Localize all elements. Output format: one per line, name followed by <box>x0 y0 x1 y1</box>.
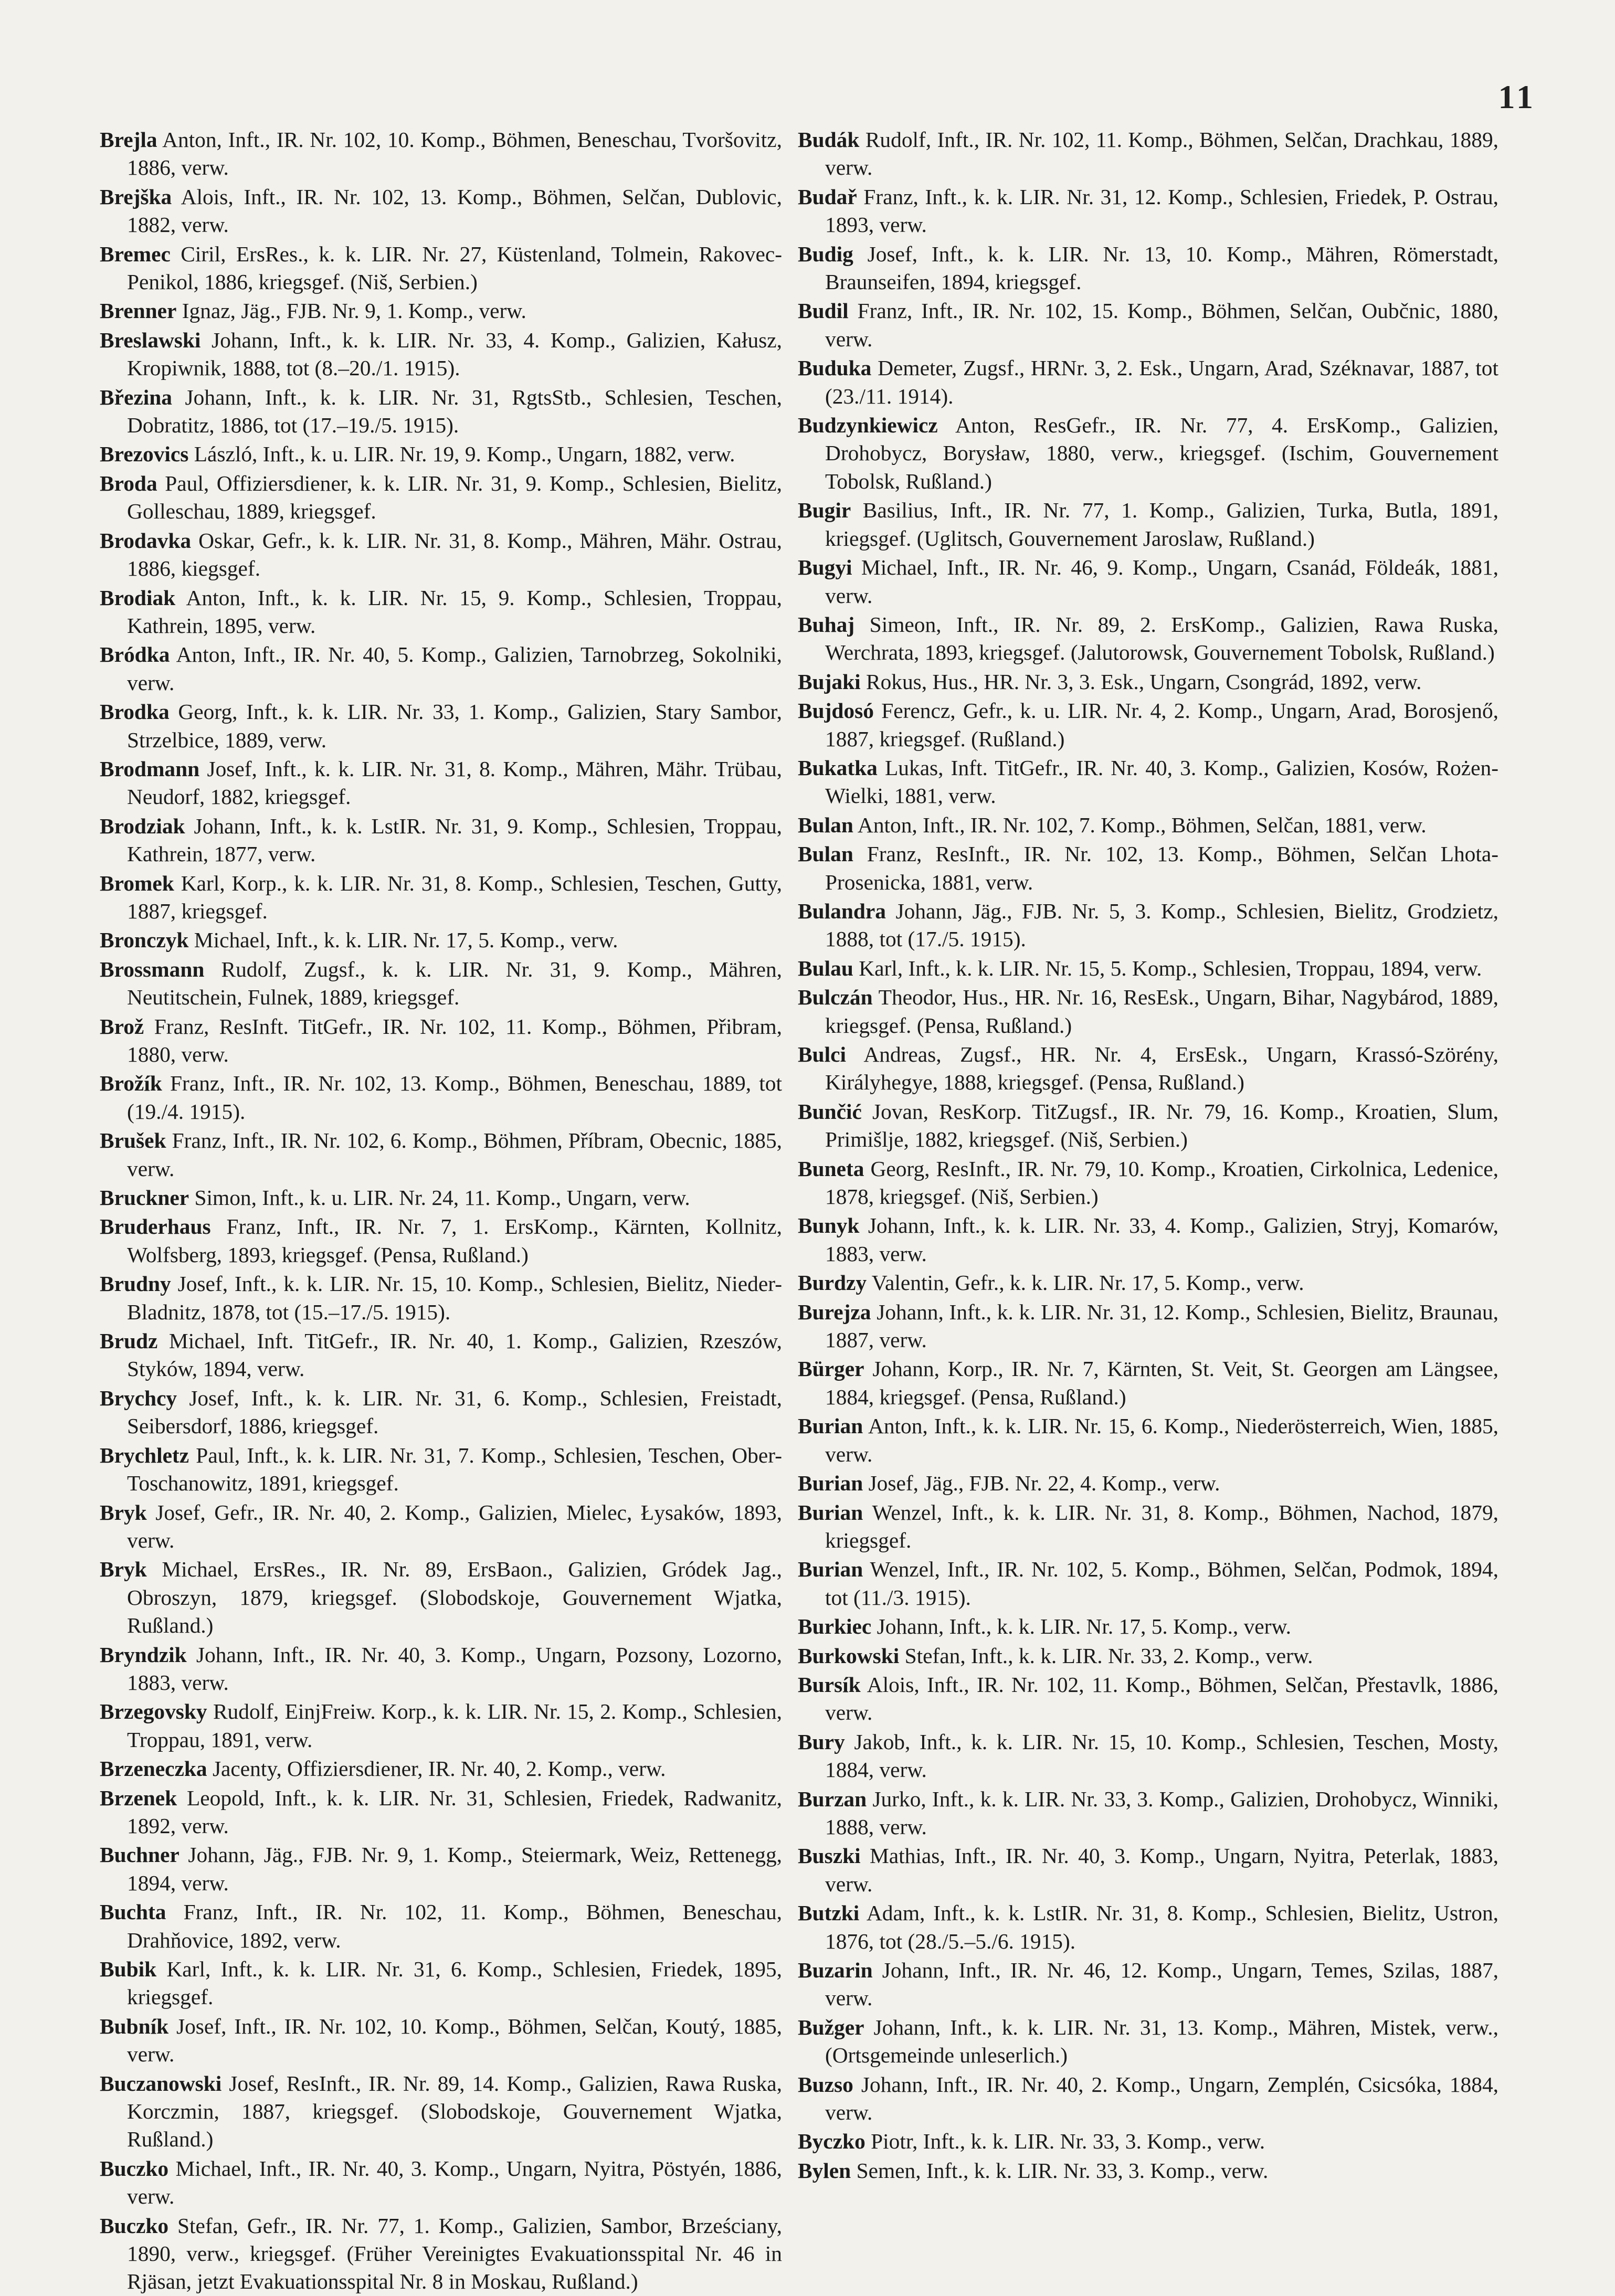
entry-details: Simeon, Inft., IR. Nr. 89, 2. ErsKomp., Galizien, Rawa Ruska, Werchrata, 1893, kriegsgef. (Jalutorowsk, Gouvernement Tobolsk, Rußland.) <box>825 612 1498 665</box>
entry-details: Stefan, Inft., k. k. LIR. Nr. 33, 2. Komp., verw. <box>904 1643 1313 1668</box>
entry-details: László, Inft., k. u. LIR. Nr. 19, 9. Komp., Ungarn, 1882, verw. <box>194 442 735 467</box>
entry-name: Butzki <box>798 1901 860 1925</box>
entry-details: Anton, Inft., IR. Nr. 102, 10. Komp., Böhmen, Beneschau, Tvoršovitz, 1886, verw. <box>127 128 782 180</box>
list-item <box>798 1499 1498 1555</box>
entry-details: Theodor, Hus., HR. Nr. 16, ResEsk., Ungarn, Bihar, Nagybárod, 1889, kriegsgef. (Pensa, Rußland.) <box>825 985 1498 1038</box>
entry-name: Brejla <box>100 128 157 152</box>
entry-details: Rudolf, Zugsf., k. k. LIR. Nr. 31, 9. Komp., Mähren, Neutitschein, Fulnek, 1889, kriegsgef. <box>127 957 782 1010</box>
entry-details: Johann, Inft., IR. Nr. 46, 12. Komp., Ungarn, Temes, Szilas, 1887, verw. <box>825 1958 1498 2011</box>
entry-details: Basilius, Inft., IR. Nr. 77, 1. Komp., Galizien, Turka, Butla, 1891, kriegsgef. (Uglitsch, Gouvernement Jaroslaw, Rußland.) <box>825 498 1498 551</box>
entry-name: Brzenek <box>100 1785 177 1810</box>
entry-name: Bryk <box>100 1557 147 1582</box>
entry-details: Josef, Jäg., FJB. Nr. 22, 4. Komp., verw. <box>868 1471 1220 1496</box>
entry-name: Brenner <box>100 299 177 323</box>
entry-name: Buczanowski <box>100 2071 222 2096</box>
entry-details: Anton, Inft., k. k. LIR. Nr. 15, 6. Komp., Niederösterreich, Wien, 1885, verw. <box>825 1414 1498 1466</box>
entry-details: Ferencz, Gefr., k. u. LIR. Nr. 4, 2. Komp., Ungarn, Arad, Borosjenő, 1887, kriegsgef. (Rußland.) <box>825 699 1498 751</box>
entry-details: Michael, Inft., k. k. LIR. Nr. 17, 5. Komp., verw. <box>194 928 618 953</box>
list-item <box>100 1184 782 1212</box>
entry-name: Budák <box>798 128 860 152</box>
list-item <box>798 2128 1498 2155</box>
list-item <box>100 1127 782 1183</box>
list-item <box>100 1698 782 1754</box>
list-item <box>100 2212 782 2296</box>
entry-details: Josef, ResInft., IR. Nr. 89, 14. Komp., Galizien, Rawa Ruska, Korczmin, 1887, kriegsgef. (Slobodskoje, Gouvernement Wjatka, Rußland.) <box>127 2071 782 2152</box>
list-item <box>798 240 1498 297</box>
list-item <box>100 1755 782 1783</box>
entry-name: Burkowski <box>798 1643 900 1668</box>
entry-name: Bužger <box>798 2015 864 2039</box>
entry-name: Brossmann <box>100 957 205 981</box>
list-item <box>798 183 1498 239</box>
list-item <box>798 1469 1498 1497</box>
list-item <box>798 1355 1498 1411</box>
entry-details: Johann, Inft., k. k. LIR. Nr. 17, 5. Komp., verw. <box>877 1614 1292 1639</box>
entry-name: Brychcy <box>100 1385 177 1410</box>
page-number: 11 <box>1498 78 1536 115</box>
entry-name: Budig <box>798 241 853 266</box>
entry-name: Bryndzik <box>100 1642 187 1667</box>
entry-details: Johann, Inft., k. k. LstIR. Nr. 31, 9. Komp., Schlesien, Troppau, Kathrein, 1877, verw. <box>127 813 782 866</box>
entry-details: Georg, Inft., k. k. LIR. Nr. 33, 1. Komp., Galizien, Stary Sambor, Strzelbice, 1889, verw. <box>127 700 782 752</box>
entry-name: Bujaki <box>798 669 861 694</box>
list-item <box>798 2157 1498 2185</box>
entry-details: Johann, Jäg., FJB. Nr. 5, 3. Komp., Schlesien, Bielitz, Grodzietz, 1888, tot (17./5. 1915). <box>825 898 1498 951</box>
list-item <box>798 1728 1498 1784</box>
entry-name: Buczko <box>100 2213 169 2238</box>
entry-name: Budil <box>798 299 849 323</box>
list-item <box>100 2013 782 2069</box>
entry-details: Georg, ResInft., IR. Nr. 79, 10. Komp., Kroatien, Cirkolnica, Ledenice, 1878, kriegsgef. (Niš, Serbien.) <box>825 1156 1498 1209</box>
list-item <box>798 354 1498 410</box>
entry-name: Bulci <box>798 1042 846 1066</box>
entry-name: Bródka <box>100 642 170 667</box>
list-item <box>798 697 1498 753</box>
list-item <box>100 1955 782 2012</box>
entry-name: Bulczán <box>798 985 873 1010</box>
entry-details: Franz, Inft., IR. Nr. 102, 6. Komp., Böhmen, Příbram, Obecnic, 1885, verw. <box>127 1128 782 1181</box>
list-item <box>798 1212 1498 1268</box>
entry-name: Bugir <box>798 498 851 523</box>
entry-details: Franz, Inft., IR. Nr. 102, 15. Komp., Böhmen, Selčan, Oubčnic, 1880, verw. <box>825 299 1498 351</box>
list-item <box>798 2071 1498 2127</box>
entry-name: Buszki <box>798 1844 861 1868</box>
entry-details: Anton, Inft., IR. Nr. 102, 7. Komp., Böhmen, Selčan, 1881, verw. <box>857 812 1427 837</box>
entry-name: Brodziak <box>100 813 185 838</box>
list-item <box>100 2070 782 2154</box>
entry-details: Valentin, Gefr., k. k. LIR. Nr. 17, 5. Komp., verw. <box>871 1271 1304 1295</box>
list-item <box>100 326 782 383</box>
entry-details: Josef, Inft., k. k. LIR. Nr. 15, 10. Komp., Schlesien, Bielitz, Nieder-Bladnitz, 1878, tot (15.–17./5. 1915). <box>127 1272 782 1324</box>
entry-details: Johann, Korp., IR. Nr. 7, Kärnten, St. Veit, St. Georgen am Längsee, 1884, kriegsgef. (Pensa, Rußland.) <box>825 1357 1498 1409</box>
list-item <box>100 1384 782 1441</box>
list-item <box>100 1784 782 1840</box>
entry-name: Burian <box>798 1414 863 1438</box>
list-item <box>100 926 782 954</box>
entry-details: Rudolf, Inft., IR. Nr. 102, 11. Komp., Böhmen, Selčan, Drachkau, 1889, verw. <box>825 128 1498 180</box>
list-item <box>100 527 782 583</box>
entry-details: Jovan, ResKorp. TitZugsf., IR. Nr. 79, 16. Komp., Kroatien, Slum, Primišlje, 1882, kriegsgef. (Niš, Serbien.) <box>825 1099 1498 1152</box>
list-item <box>798 983 1498 1040</box>
entry-name: Broda <box>100 471 157 495</box>
entry-details: Michael, Inft. TitGefr., IR. Nr. 40, 1. Komp., Galizien, Rzeszów, Styków, 1894, verw. <box>127 1329 782 1381</box>
entry-details: Rudolf, EinjFreiw. Korp., k. k. LIR. Nr. 15, 2. Komp., Schlesien, Troppau, 1891, verw. <box>127 1699 782 1752</box>
list-item <box>100 1270 782 1326</box>
entry-details: Johann, Jäg., FJB. Nr. 9, 1. Komp., Steiermark, Weiz, Rettenegg, 1894, verw. <box>127 1843 782 1895</box>
list-item <box>798 1899 1498 1955</box>
entry-name: Brodmann <box>100 756 200 781</box>
entry-name: Bulan <box>798 842 853 866</box>
list-item <box>798 840 1498 896</box>
entry-details: Anton, Inft., k. k. LIR. Nr. 15, 9. Komp., Schlesien, Troppau, Kathrein, 1895, verw. <box>127 585 782 638</box>
entry-details: Rokus, Hus., HR. Nr. 3, 3. Esk., Ungarn, Csongrád, 1892, verw. <box>865 669 1422 694</box>
list-item <box>100 1013 782 1069</box>
entry-details: Ignaz, Jäg., FJB. Nr. 9, 1. Komp., verw. <box>182 299 526 323</box>
entry-details: Karl, Inft., k. k. LIR. Nr. 31, 6. Komp., Schlesien, Friedek, 1895, kriegsgef. <box>127 1957 782 2009</box>
list-item <box>798 1098 1498 1154</box>
list-item <box>798 1642 1498 1670</box>
entry-name: Buneta <box>798 1156 864 1181</box>
list-item <box>798 611 1498 667</box>
list-item <box>798 1041 1498 1097</box>
list-item <box>100 183 782 239</box>
entry-details: Johann, Inft., k. k. LIR. Nr. 33, 4. Komp., Galizien, Kałusz, Kropiwnik, 1888, tot (8.–20./1. 1915). <box>127 327 782 380</box>
entry-details: Josef, Inft., k. k. LIR. Nr. 31, 8. Komp., Mähren, Mähr. Trübau, Neudorf, 1882, kriegsgef. <box>127 756 782 809</box>
list-item <box>798 1842 1498 1898</box>
entry-details: Franz, ResInft. TitGefr., IR. Nr. 102, 11. Komp., Böhmen, Přibram, 1880, verw. <box>127 1014 782 1066</box>
entry-name: Burdzy <box>798 1271 867 1295</box>
list-item <box>100 1641 782 1697</box>
entry-details: Michael, ErsRes., IR. Nr. 89, ErsBaon., Galizien, Gródek Jag., Obroszyn, 1879, kriegsgef. (Slobodskoje, Gouvernement Wjatka, Rußland.) <box>127 1557 782 1638</box>
entry-details: Anton, ResGefr., IR. Nr. 77, 4. ErsKomp., Galizien, Drohobycz, Borysław, 1880, verw., kriegsgef. (Ischim, Gouvernement Tobolsk, Rußland.) <box>825 413 1498 493</box>
list-item <box>100 297 782 325</box>
entry-name: Brezovics <box>100 442 189 467</box>
entry-details: Jurko, Inft., k. k. LIR. Nr. 33, 3. Komp., Galizien, Drohobycz, Winniki, 1888, verw. <box>825 1786 1498 1839</box>
entry-name: Brušek <box>100 1128 166 1153</box>
entry-name: Buzarin <box>798 1958 873 1982</box>
entry-details: Josef, Inft., IR. Nr. 102, 10. Komp., Böhmen, Selčan, Koutý, 1885, verw. <box>127 2014 782 2067</box>
entry-name: Bury <box>798 1729 845 1754</box>
list-item <box>100 870 782 926</box>
entry-details: Franz, Inft., IR. Nr. 7, 1. ErsKomp., Kärnten, Kollnitz, Wolfsberg, 1893, kriegsgef. (Pensa, Rußland.) <box>127 1214 782 1267</box>
list-item <box>100 1556 782 1639</box>
list-item <box>798 1956 1498 2013</box>
entry-details: Johann, Inft., k. k. LIR. Nr. 31, RgtsStb., Schlesien, Teschen, Dobratitz, 1886, tot (17.–19./5. 1915). <box>127 385 782 438</box>
entry-name: Buzso <box>798 2072 853 2097</box>
list-item <box>798 297 1498 353</box>
entry-name: Bursík <box>798 1672 861 1697</box>
list-item <box>798 411 1498 495</box>
entry-details: Simon, Inft., k. u. LIR. Nr. 24, 11. Komp., Ungarn, verw. <box>194 1186 690 1210</box>
entry-name: Burkiec <box>798 1614 872 1639</box>
entry-details: Semen, Inft., k. k. LIR. Nr. 33, 3. Komp., verw. <box>856 2158 1269 2183</box>
entry-name: Březina <box>100 385 172 409</box>
entry-details: Johann, Inft., k. k. LIR. Nr. 31, 13. Komp., Mähren, Mistek, verw., (Ortsgemeinde unleserlich.) <box>825 2015 1498 2068</box>
list-item <box>100 1327 782 1383</box>
list-item <box>798 1613 1498 1641</box>
entry-name: Bryk <box>100 1500 147 1525</box>
entry-name: Brodavka <box>100 528 192 553</box>
list-item <box>100 1841 782 1897</box>
entry-name: Brzegovsky <box>100 1699 207 1724</box>
entry-name: Bruderhaus <box>100 1214 211 1239</box>
entry-details: Josef, Gefr., IR. Nr. 40, 2. Komp., Galizien, Mielec, Łysaków, 1893, verw. <box>127 1500 782 1552</box>
entry-details: Stefan, Gefr., IR. Nr. 77, 1. Komp., Galizien, Sambor, Brześciany, 1890, verw., kriegsgef. (Früher Vereinigtes Evakuationsspital Nr. 46 in Rjäsan, jetzt Evakuationsspital Nr. 8 in Moskau, Rußland.) <box>127 2213 782 2294</box>
entry-details: Paul, Offiziersdiener, k. k. LIR. Nr. 31, 9. Komp., Schlesien, Bielitz, Golleschau, 1889, kriegsgef. <box>127 471 782 524</box>
entry-name: Buchner <box>100 1843 180 1867</box>
list-item <box>798 897 1498 954</box>
entry-details: Franz, Inft., IR. Nr. 102, 11. Komp., Böhmen, Beneschau, Drahňovice, 1892, verw. <box>127 1900 782 1952</box>
entry-details: Piotr, Inft., k. k. LIR. Nr. 33, 3. Komp., verw. <box>871 2129 1265 2154</box>
entry-name: Buchta <box>100 1900 166 1924</box>
entry-name: Brejška <box>100 184 172 209</box>
entry-details: Franz, ResInft., IR. Nr. 102, 13. Komp., Böhmen, Selčan Lhota-Prosenicka, 1881, verw. <box>825 842 1499 894</box>
list-item <box>100 698 782 754</box>
entry-name: Brožík <box>100 1071 162 1096</box>
entry-name: Bunyk <box>798 1213 860 1238</box>
entry-name: Bukatka <box>798 755 878 780</box>
entry-details: Demeter, Zugsf., HRNr. 3, 2. Esk., Ungarn, Arad, Széknavar, 1887, tot (23./11. 1914). <box>825 356 1498 408</box>
entry-details: Michael, Inft., IR. Nr. 46, 9. Komp., Ungarn, Csanád, Földeák, 1881, verw. <box>825 555 1498 608</box>
entry-name: Bubník <box>100 2014 169 2038</box>
list-item <box>100 755 782 811</box>
entry-details: Oskar, Gefr., k. k. LIR. Nr. 31, 8. Komp., Mähren, Mähr. Ostrau, 1886, kiegsgef. <box>127 528 782 581</box>
list-item <box>100 1070 782 1126</box>
entry-details: Lukas, Inft. TitGefr., IR. Nr. 40, 3. Komp., Galizien, Kosów, Rożen-Wielki, 1881, verw. <box>825 755 1498 808</box>
entry-name: Burian <box>798 1500 863 1525</box>
list-item <box>100 470 782 526</box>
entry-details: Alois, Inft., IR. Nr. 102, 13. Komp., Böhmen, Selčan, Dublovic, 1882, verw. <box>127 184 782 237</box>
list-item <box>798 1298 1498 1355</box>
entry-name: Burzan <box>798 1786 867 1811</box>
entry-details: Johann, Inft., IR. Nr. 40, 2. Komp., Ungarn, Zemplén, Csicsóka, 1884, verw. <box>825 2072 1498 2125</box>
entry-name: Budař <box>798 184 857 209</box>
entry-name: Byczko <box>798 2129 865 2154</box>
entry-details: Anton, Inft., IR. Nr. 40, 5. Komp., Galizien, Tarnobrzeg, Sokolniki, verw. <box>127 642 782 695</box>
list-item <box>100 440 782 468</box>
entry-details: Josef, Inft., k. k. LIR. Nr. 31, 6. Komp., Schlesien, Freistadt, Seibersdorf, 1886, kriegsgef. <box>127 1385 782 1438</box>
list-item <box>798 668 1498 696</box>
entry-details: Karl, Inft., k. k. LIR. Nr. 15, 5. Komp., Schlesien, Troppau, 1894, verw. <box>859 956 1482 980</box>
list-item <box>100 384 782 440</box>
entry-name: Brychletz <box>100 1443 189 1467</box>
entry-details: Wenzel, Inft., k. k. LIR. Nr. 31, 8. Komp., Böhmen, Nachod, 1879, kriegsgef. <box>825 1500 1498 1552</box>
entry-name: Bujdosó <box>798 699 874 723</box>
list-item <box>100 1898 782 1954</box>
list-item <box>100 956 782 1012</box>
list-item <box>798 496 1498 553</box>
entry-name: Breslawski <box>100 327 201 352</box>
list-item <box>798 554 1498 610</box>
entry-details: Mathias, Inft., IR. Nr. 40, 3. Komp., Ungarn, Nyitra, Peterlak, 1883, verw. <box>825 1844 1498 1896</box>
list-item <box>100 584 782 640</box>
entry-details: Wenzel, Inft., IR. Nr. 102, 5. Komp., Böhmen, Selčan, Podmok, 1894, tot (11./3. 1915). <box>825 1557 1498 1610</box>
list-item <box>798 754 1498 810</box>
entry-name: Burejza <box>798 1299 871 1324</box>
list-item <box>100 240 782 297</box>
list-item <box>798 1155 1498 1211</box>
entry-name: Bubik <box>100 1957 157 1981</box>
list-item <box>798 955 1498 982</box>
list-item <box>798 811 1498 839</box>
entry-details: Jacenty, Offiziersdiener, IR. Nr. 40, 2. Komp., verw. <box>212 1757 666 1781</box>
entry-details: Johann, Inft., IR. Nr. 40, 3. Komp., Ungarn, Pozsony, Lozorno, 1883, verw. <box>127 1642 782 1695</box>
list-item <box>798 1785 1498 1842</box>
entry-name: Bromek <box>100 871 174 895</box>
entry-details: Ciril, ErsRes., k. k. LIR. Nr. 27, Küstenland, Tolmein, Rakovec-Penikol, 1886, kriegsgef. (Niš, Serbien.) <box>127 241 782 294</box>
entry-details: Paul, Inft., k. k. LIR. Nr. 31, 7. Komp., Schlesien, Teschen, Ober-Toschanowitz, 1891, kriegsgef. <box>127 1443 782 1496</box>
list-item <box>100 812 782 869</box>
entry-details: Josef, Inft., k. k. LIR. Nr. 13, 10. Komp., Mähren, Römerstadt, Braunseifen, 1894, kriegsgef. <box>825 241 1498 294</box>
entry-details: Franz, Inft., k. k. LIR. Nr. 31, 12. Komp., Schlesien, Friedek, P. Ostrau, 1893, verw. <box>825 184 1498 237</box>
entry-name: Bugyi <box>798 555 852 580</box>
entry-details: Franz, Inft., IR. Nr. 102, 13. Komp., Böhmen, Beneschau, 1889, tot (19./4. 1915). <box>127 1071 782 1124</box>
list-item <box>798 1556 1498 1612</box>
entry-details: Karl, Korp., k. k. LIR. Nr. 31, 8. Komp., Schlesien, Teschen, Gutty, 1887, kriegsgef. <box>127 871 782 923</box>
entry-name: Burian <box>798 1471 863 1496</box>
entry-details: Adam, Inft., k. k. LstIR. Nr. 31, 8. Komp., Schlesien, Bielitz, Ustron, 1876, tot (28./5.–5./6. 1915). <box>825 1901 1498 1953</box>
entry-name: Brudny <box>100 1272 171 1296</box>
entry-name: Bulan <box>798 812 853 837</box>
list-item <box>100 1213 782 1269</box>
entry-name: Buhaj <box>798 612 855 637</box>
list-item <box>798 1269 1498 1297</box>
entry-name: Bronczyk <box>100 928 189 953</box>
entry-name: Bremec <box>100 241 171 266</box>
right-column <box>798 126 1499 2183</box>
entry-name: Bunčić <box>798 1099 862 1124</box>
list-item <box>798 1671 1498 1727</box>
entry-name: Bulau <box>798 956 853 980</box>
entry-name: Buduka <box>798 356 872 380</box>
entry-details: Andreas, Zugsf., HR. Nr. 4, ErsEsk., Ungarn, Krassó-Szörény, Királyhegye, 1888, kriegsgef. (Pensa, Rußland.) <box>825 1042 1498 1095</box>
entry-name: Burian <box>798 1557 863 1582</box>
list-item <box>100 2155 782 2211</box>
list-item <box>100 1442 782 1498</box>
entry-name: Brodiak <box>100 585 176 610</box>
entry-name: Brodka <box>100 700 170 724</box>
entry-details: Johann, Inft., k. k. LIR. Nr. 31, 12. Komp., Schlesien, Bielitz, Braunau, 1887, verw. <box>825 1299 1498 1352</box>
entry-details: Michael, Inft., IR. Nr. 40, 3. Komp., Ungarn, Nyitra, Pöstyén, 1886, verw. <box>127 2156 782 2209</box>
list-item <box>798 1412 1498 1468</box>
entry-name: Brzeneczka <box>100 1757 207 1781</box>
entry-details: Leopold, Inft., k. k. LIR. Nr. 31, Schlesien, Friedek, Radwanitz, 1892, verw. <box>127 1785 782 1838</box>
left-column <box>100 126 782 2294</box>
list-item <box>100 126 782 182</box>
entry-details: Johann, Inft., k. k. LIR. Nr. 33, 4. Komp., Galizien, Stryj, Komarów, 1883, verw. <box>825 1213 1498 1266</box>
list-item <box>100 1499 782 1555</box>
entry-name: Bulandra <box>798 898 886 923</box>
entry-details: Jakob, Inft., k. k. LIR. Nr. 15, 10. Komp., Schlesien, Teschen, Mosty, 1884, verw. <box>825 1729 1498 1782</box>
entry-name: Brudz <box>100 1329 158 1353</box>
list-item <box>798 126 1498 182</box>
entry-name: Bylen <box>798 2158 851 2183</box>
list-item <box>100 641 782 697</box>
entry-name: Bürger <box>798 1357 864 1381</box>
entry-name: Buczko <box>100 2156 169 2181</box>
entry-details: Alois, Inft., IR. Nr. 102, 11. Komp., Böhmen, Selčan, Přestavlk, 1886, verw. <box>825 1672 1498 1725</box>
entry-name: Bruckner <box>100 1186 189 1210</box>
entry-name: Brož <box>100 1014 144 1039</box>
entry-name: Budzynkiewicz <box>798 413 938 438</box>
list-item <box>798 2014 1498 2070</box>
